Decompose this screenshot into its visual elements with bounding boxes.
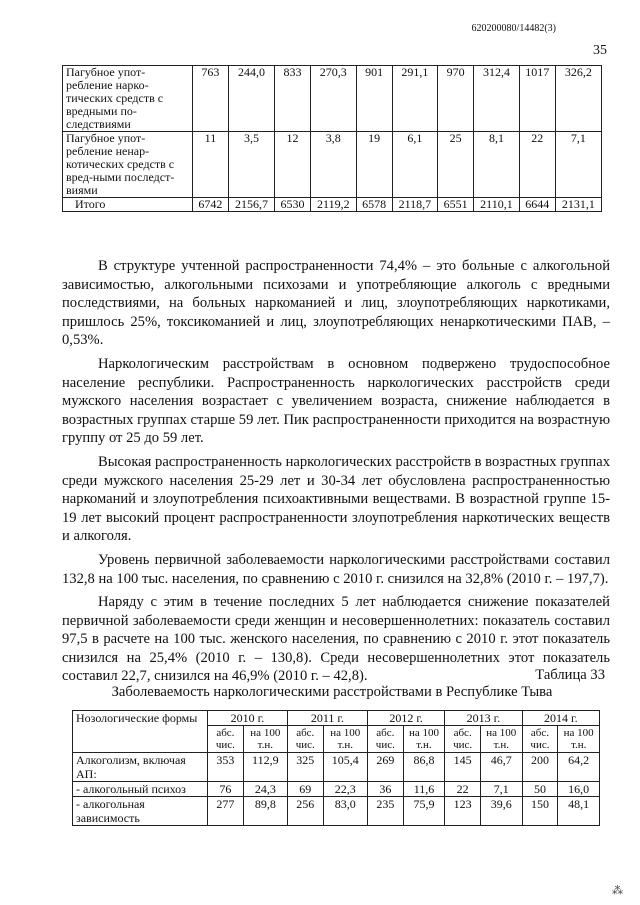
table-cell: 36: [367, 782, 403, 797]
table-cell: 901: [356, 66, 392, 132]
document-number: 620200080/14482(3): [471, 23, 556, 34]
table-cell: 105,4: [323, 753, 367, 782]
page-number: 35: [593, 43, 607, 58]
table-header-row: [73, 711, 600, 726]
table-cell: 75,9: [403, 797, 445, 826]
table-cell: 256: [287, 797, 323, 826]
rate-header: на 100 т.н.: [323, 726, 367, 753]
row-label: - алкогольная зависимость: [73, 797, 208, 826]
year-header: 2012 г.: [367, 711, 444, 726]
abs-header: абс. чис.: [208, 726, 244, 753]
table-cell: 2118,7: [392, 198, 438, 212]
table-cell: 312,4: [474, 66, 520, 132]
rate-header: на 100 т.н.: [403, 726, 445, 753]
year-header: 2013 г.: [445, 711, 522, 726]
table-cell: 2110,1: [474, 198, 520, 212]
row-label: Пагубное упот-ребление ненар-котических средств с вред-ными последст-виями: [63, 132, 193, 198]
rate-header: на 100 т.н.: [481, 726, 523, 753]
column-header: Нозологические формы: [73, 711, 208, 753]
abs-header: абс. чис.: [367, 726, 403, 753]
table-cell: 3,8: [310, 132, 356, 198]
rate-header: на 100 т.н.: [243, 726, 287, 753]
prevalence-table-continued: [62, 65, 602, 212]
table-cell: 970: [438, 66, 474, 132]
table-cell: 200: [522, 753, 558, 782]
table-row: [63, 66, 602, 132]
year-header: 2011 г.: [287, 711, 367, 726]
paragraph: Высокая распространенность наркологических расстройств в возрастных группах среди мужского населения 25-29 лет и 30-34 лет обусловлена распространенностью наркоманий и злоупотребления психоактивными веществами. В возрастной группе 15-19 лет высокий процент распространенности злоупотребления наркотических веществ и алкоголя.: [62, 453, 610, 545]
table-cell: 325: [287, 753, 323, 782]
table-cell: 235: [367, 797, 403, 826]
table-cell: 6551: [438, 198, 474, 212]
table-row: [73, 753, 600, 782]
table-cell: 89,8: [243, 797, 287, 826]
table-cell: 1017: [519, 66, 555, 132]
abs-header: абс. чис.: [445, 726, 481, 753]
table-cell: 3,5: [228, 132, 274, 198]
table-cell: 269: [367, 753, 403, 782]
table-cell: 76: [208, 782, 244, 797]
table-cell: 50: [522, 782, 558, 797]
table-cell: 244,0: [228, 66, 274, 132]
table-cell: 24,3: [243, 782, 287, 797]
row-label: Пагубное упот-ребление нарко-тических средств с вредными по-следствиями: [63, 66, 193, 132]
table-cell: 22: [519, 132, 555, 198]
table-cell: 16,0: [558, 782, 600, 797]
table-cell: 291,1: [392, 66, 438, 132]
table-cell: 7,1: [555, 132, 601, 198]
table-caption: Таблица 33: [535, 667, 605, 683]
year-header: 2014 г.: [522, 711, 599, 726]
table-cell: 2119,2: [310, 198, 356, 212]
table-row: [63, 132, 602, 198]
table-row: [73, 782, 600, 797]
corner-mark: ⁂: [612, 885, 623, 897]
table-cell: 12: [275, 132, 311, 198]
paragraph: Уровень первичной заболеваемости наркологическими расстройствами составил 132,8 на 100 тыс. населения, по сравнению с 2010 г. снизился на 32,8% (2010 г. – 197,7).: [62, 551, 610, 587]
incidence-table: [72, 710, 600, 826]
table-cell: 46,7: [481, 753, 523, 782]
table-row: [73, 797, 600, 826]
table-cell: 123: [445, 797, 481, 826]
row-label: - алкогольный психоз: [73, 782, 208, 797]
table-cell: 39,6: [481, 797, 523, 826]
paragraph: Наркологическим расстройствам в основном подвержено трудоспособное население республики. Распространенность наркологических расстройств среди мужского населения возрастает с увеличением возраста, снижение наблюдается в возрастных группах старше 59 лет. Пик распространенности приходится на возрастную группу от 25 до 59 лет.: [62, 355, 610, 447]
abs-header: абс. чис.: [522, 726, 558, 753]
table-cell: 353: [208, 753, 244, 782]
table-cell: 2131,1: [555, 198, 601, 212]
table-cell: 64,2: [558, 753, 600, 782]
table-cell: 833: [275, 66, 311, 132]
table-cell: 6578: [356, 198, 392, 212]
table-cell: 86,8: [403, 753, 445, 782]
paragraph: В структуре учтенной распространенности 74,4% – это больные с алкогольной зависимостью, алкогольными психозами и употребляющие алкоголь с вредными последствиями, на больных наркоманией и лиц, злоупотребляющих наркотиками, пришлось 25%, токсикоманией и лиц, злоупотребляющих ненаркотическими ПАВ, – 0,53%.: [62, 258, 610, 349]
rate-header: на 100 т.н.: [558, 726, 600, 753]
table-cell: 7,1: [481, 782, 523, 797]
table-title: Заболеваемость наркологическими расстройствами в Республике Тыва: [111, 684, 553, 700]
table-cell: 326,2: [555, 66, 601, 132]
body-text: [62, 257, 610, 691]
table-row-total: [63, 198, 602, 212]
table-cell: 763: [193, 66, 229, 132]
row-label: Алкоголизм, включая АП:: [73, 753, 208, 782]
table-cell: 22,3: [323, 782, 367, 797]
table-cell: 145: [445, 753, 481, 782]
table-cell: 6742: [193, 198, 229, 212]
table-cell: 6644: [519, 198, 555, 212]
table-cell: 69: [287, 782, 323, 797]
abs-header: абс. чис.: [287, 726, 323, 753]
table-cell: 25: [438, 132, 474, 198]
table-cell: 277: [208, 797, 244, 826]
table-cell: 112,9: [243, 753, 287, 782]
table-cell: 6,1: [392, 132, 438, 198]
paragraph: Наряду с этим в течение последних 5 лет наблюдается снижение показателей первичной заболеваемости среди женщин и несовершеннолетних: показатель составил 97,5 в расчете на 100 тыс. женского населения, по сравнению с 2010 г. этот показатель снизился на 25,4% (2010 г. – 130,8). Среди несовершеннолетних этот показатель составил 22,7, снизился на 46,9% (2010 г. – 42,8).: [62, 594, 610, 685]
table-cell: 2156,7: [228, 198, 274, 212]
table-cell: 150: [522, 797, 558, 826]
table-cell: 8,1: [474, 132, 520, 198]
table-cell: 48,1: [558, 797, 600, 826]
table-cell: 83,0: [323, 797, 367, 826]
year-header: 2010 г.: [208, 711, 288, 726]
table-cell: 11: [193, 132, 229, 198]
table-cell: 270,3: [310, 66, 356, 132]
row-label: Итого: [63, 198, 193, 212]
table-cell: 6530: [275, 198, 311, 212]
table-cell: 19: [356, 132, 392, 198]
table-cell: 22: [445, 782, 481, 797]
table-cell: 11,6: [403, 782, 445, 797]
